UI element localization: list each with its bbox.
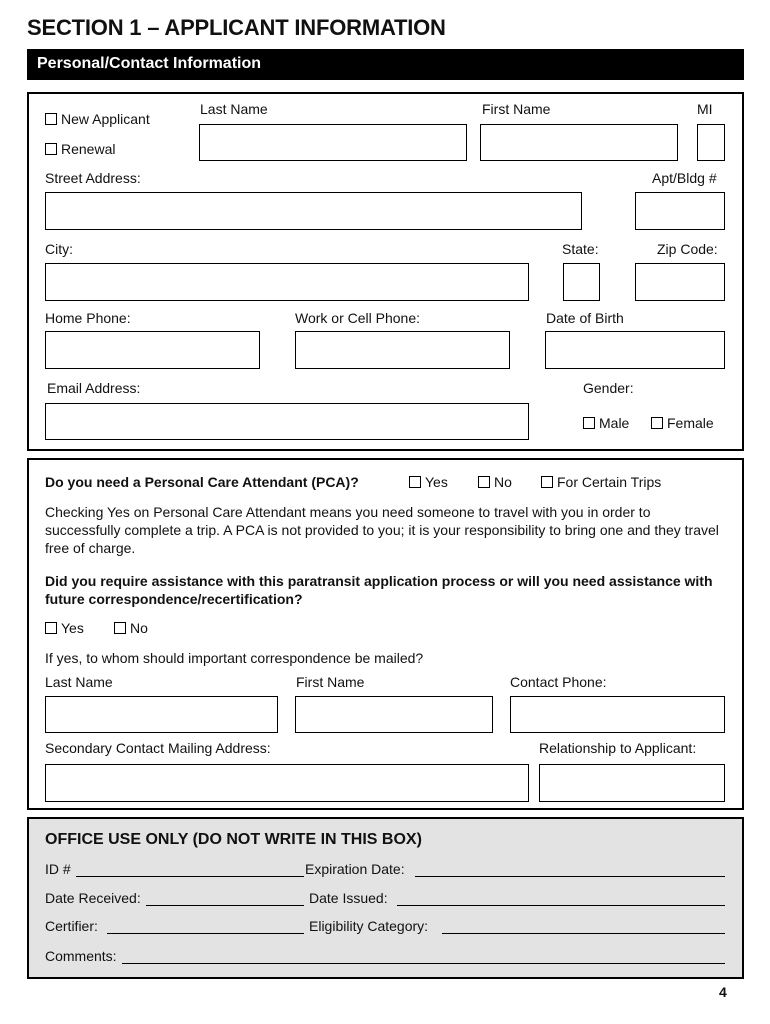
office-comments-line[interactable] [122, 963, 725, 964]
office-eligibility-line[interactable] [442, 933, 725, 934]
mi-label: MI [697, 101, 713, 117]
first-name-label: First Name [482, 101, 551, 117]
relationship-field[interactable] [539, 764, 725, 802]
email-field[interactable] [45, 403, 529, 440]
street-label: Street Address: [45, 170, 141, 186]
street-field[interactable] [45, 192, 582, 230]
zip-field[interactable] [635, 263, 725, 301]
office-id-line[interactable] [76, 876, 304, 877]
apt-field[interactable] [635, 192, 725, 230]
mi-field[interactable] [697, 124, 725, 161]
pca-no-option[interactable]: No [478, 474, 512, 490]
pca-question: Do you need a Personal Care Attendant (PCA)? [45, 474, 359, 490]
assist-yes-option[interactable]: Yes [45, 620, 84, 636]
office-eligibility-label: Eligibility Category: [309, 918, 429, 934]
page-number: 4 [719, 984, 727, 1000]
assist-no-option[interactable]: No [114, 620, 148, 636]
last-name-label: Last Name [200, 101, 268, 117]
pca-certain-checkbox[interactable] [541, 476, 553, 488]
female-option[interactable]: Female [651, 415, 714, 431]
assist-question: Did you require assistance with this paratransit application process or will you need assistance with future correspondence/recertification? [45, 573, 713, 607]
male-option[interactable]: Male [583, 415, 629, 431]
last-name-field[interactable] [199, 124, 467, 161]
office-expiration-line[interactable] [415, 876, 725, 877]
female-checkbox[interactable] [651, 417, 663, 429]
contact-last-name-label: Last Name [45, 674, 113, 690]
state-label: State: [562, 241, 599, 257]
contact-first-name-field[interactable] [295, 696, 493, 733]
renewal-checkbox[interactable] [45, 143, 57, 155]
dob-label: Date of Birth [546, 310, 624, 326]
office-certifier-line[interactable] [107, 933, 304, 934]
office-expiration-label: Expiration Date: [305, 861, 405, 877]
contact-phone-field[interactable] [510, 696, 725, 733]
city-field[interactable] [45, 263, 529, 301]
pca-no-checkbox[interactable] [478, 476, 490, 488]
male-checkbox[interactable] [583, 417, 595, 429]
office-title: OFFICE USE ONLY (DO NOT WRITE IN THIS BOX) [45, 831, 422, 848]
section-title: SECTION 1 – APPLICANT INFORMATION [27, 15, 446, 40]
contact-phone-label: Contact Phone: [510, 674, 607, 690]
office-certifier-label: Certifier: [45, 918, 98, 934]
office-received-label: Date Received: [45, 890, 141, 906]
first-name-field[interactable] [480, 124, 678, 161]
email-label: Email Address: [47, 380, 141, 396]
office-comments-label: Comments: [45, 948, 117, 964]
relationship-label: Relationship to Applicant: [539, 740, 697, 756]
assist-no-checkbox[interactable] [114, 622, 126, 634]
office-id-label: ID # [45, 861, 71, 877]
pca-certain-option[interactable]: For Certain Trips [541, 474, 661, 490]
city-label: City: [45, 241, 73, 257]
secondary-address-field[interactable] [45, 764, 529, 802]
renewal-option[interactable]: Renewal [45, 141, 115, 157]
secondary-address-label: Secondary Contact Mailing Address: [45, 740, 271, 756]
new-applicant-option[interactable]: New Applicant [45, 111, 150, 127]
work-phone-field[interactable] [295, 331, 510, 369]
section-bar: Personal/Contact Information [27, 49, 744, 80]
pca-yes-checkbox[interactable] [409, 476, 421, 488]
office-issued-line[interactable] [397, 905, 725, 906]
pca-explanation: Checking Yes on Personal Care Attendant means you need someone to travel with you in order to successfully complete a trip. A PCA is not provided to you; it is your responsibility to bring one and they travel free of charge. [45, 504, 719, 556]
home-phone-label: Home Phone: [45, 310, 131, 326]
office-issued-label: Date Issued: [309, 890, 388, 906]
office-received-line[interactable] [146, 905, 304, 906]
assist-yes-checkbox[interactable] [45, 622, 57, 634]
contact-first-name-label: First Name [296, 674, 365, 690]
new-applicant-checkbox[interactable] [45, 113, 57, 125]
dob-field[interactable] [545, 331, 725, 369]
home-phone-field[interactable] [45, 331, 260, 369]
work-phone-label: Work or Cell Phone: [295, 310, 421, 326]
apt-label: Apt/Bldg # [652, 170, 717, 186]
zip-label: Zip Code: [657, 241, 718, 257]
state-field[interactable] [563, 263, 600, 301]
mail-question: If yes, to whom should important correspondence be mailed? [45, 650, 424, 666]
pca-yes-option[interactable]: Yes [409, 474, 448, 490]
gender-label: Gender: [583, 380, 634, 396]
contact-last-name-field[interactable] [45, 696, 278, 733]
